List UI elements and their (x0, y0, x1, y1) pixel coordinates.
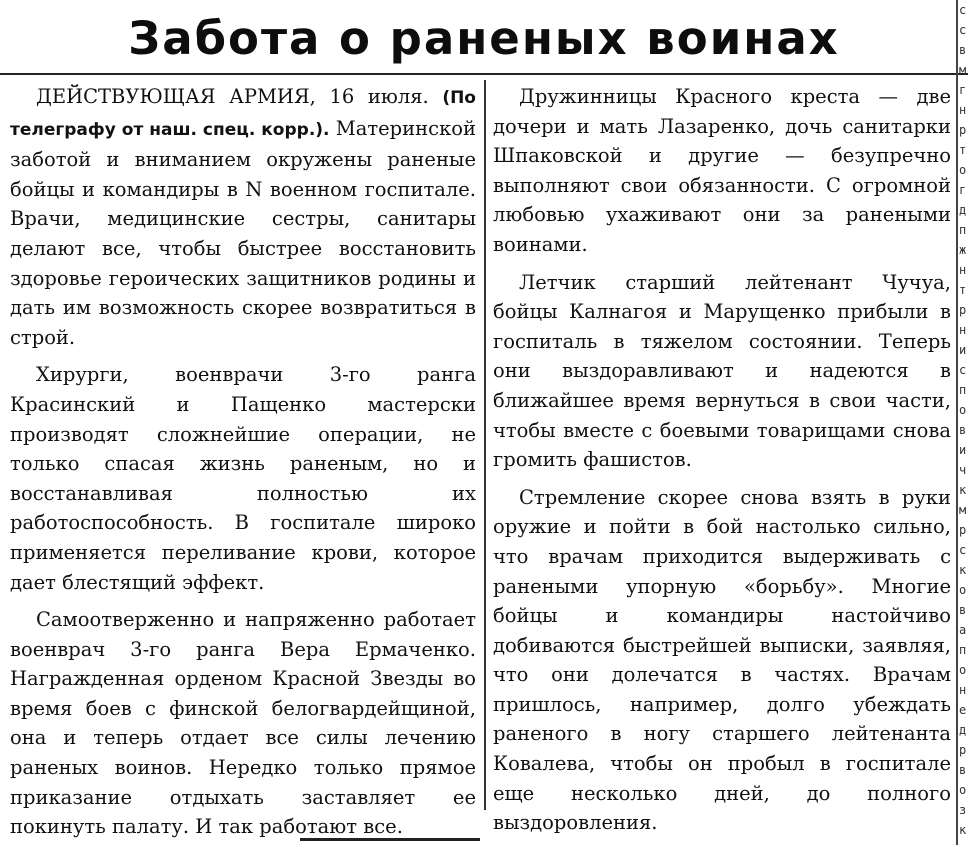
article-dateline: ДЕЙСТВУЮЩАЯ АРМИЯ, 16 июля. (36, 85, 429, 108)
article-paragraph: Самоотверженно и напряженно работает военврач 3-го ранга Вера Ермаченко. Награжденная орденом Красной Звезды во время боев с финской белогвардейщиной, она и теперь отдает все силы лечению раненых воинов. Нередко только прямое приказание отдыхать заставляет ее покинуть палату. И так работают все. (10, 608, 476, 839)
article-paragraph-lead (10, 82, 476, 352)
page-edge-rule (956, 0, 958, 845)
column-divider (484, 80, 486, 810)
headline-rule (0, 73, 968, 75)
article-headline: Забота о раненых воинах (128, 12, 840, 65)
article-lead-text: Материнской заботой и вниманием окружены раненые бойцы и командиры в N военном госпитале. Врачи, медицинские сестры, санитары делают все, чтобы быстрее восстановить здоровье героических защитников родины и дать им возможность скорее возвратиться в строй. (10, 116, 476, 349)
article-source: (По телеграфу от наш. спец. корр.). (10, 88, 476, 140)
article-column-left (10, 82, 476, 850)
adjacent-column-fragment: с с в м г н р т о г д п ж н т р н и с п о в и ч к м р с к о в а п о н е д р в о з к (959, 3, 967, 837)
article-paragraph: Стремление скорее снова взять в руки оружие и пойти в бой настолько сильно, что врачам приходится выдерживать с ранеными упорную «борьбу». Многие бойцы и командиры настойчиво добиваются быстрейшей выписки, заявляя, что они долечатся в частях. Врачам пришлось, например, долго убеждать раненого в ногу старшего лейтенанта Ковалева, чтобы он пробыл в госпитале еще несколько дней, до полного выздоровления. (493, 485, 951, 835)
article-paragraph: Дружинницы Красного креста — две дочери и мать Лазаренко, дочь санитарки Шпаковской и другие — безупречно выполняют свои обязанности. С огромной любовью ухаживают они за ранеными воинами. (493, 85, 951, 256)
article-paragraph: Летчик старший лейтенант Чучуа, бойцы Калнагоя и Марущенко прибыли в госпиталь в тяжелом состоянии. Теперь они выздоравливают и надеются в ближайшее время вернуться в свои части, чтобы вместе с боевыми товарищами снова громить фашистов. (493, 270, 951, 472)
article-column-right (493, 82, 951, 846)
article-paragraph: Хирурги, военврачи 3-го ранга Красинский и Пащенко мастерски производят сложнейшие операции, не только спасая жизнь раненым, но и восстанавливая полностью их работоспособность. В госпитале широко применяется переливание крови, которое дает блестящий эффект. (10, 363, 476, 594)
bottom-rule (300, 838, 480, 841)
